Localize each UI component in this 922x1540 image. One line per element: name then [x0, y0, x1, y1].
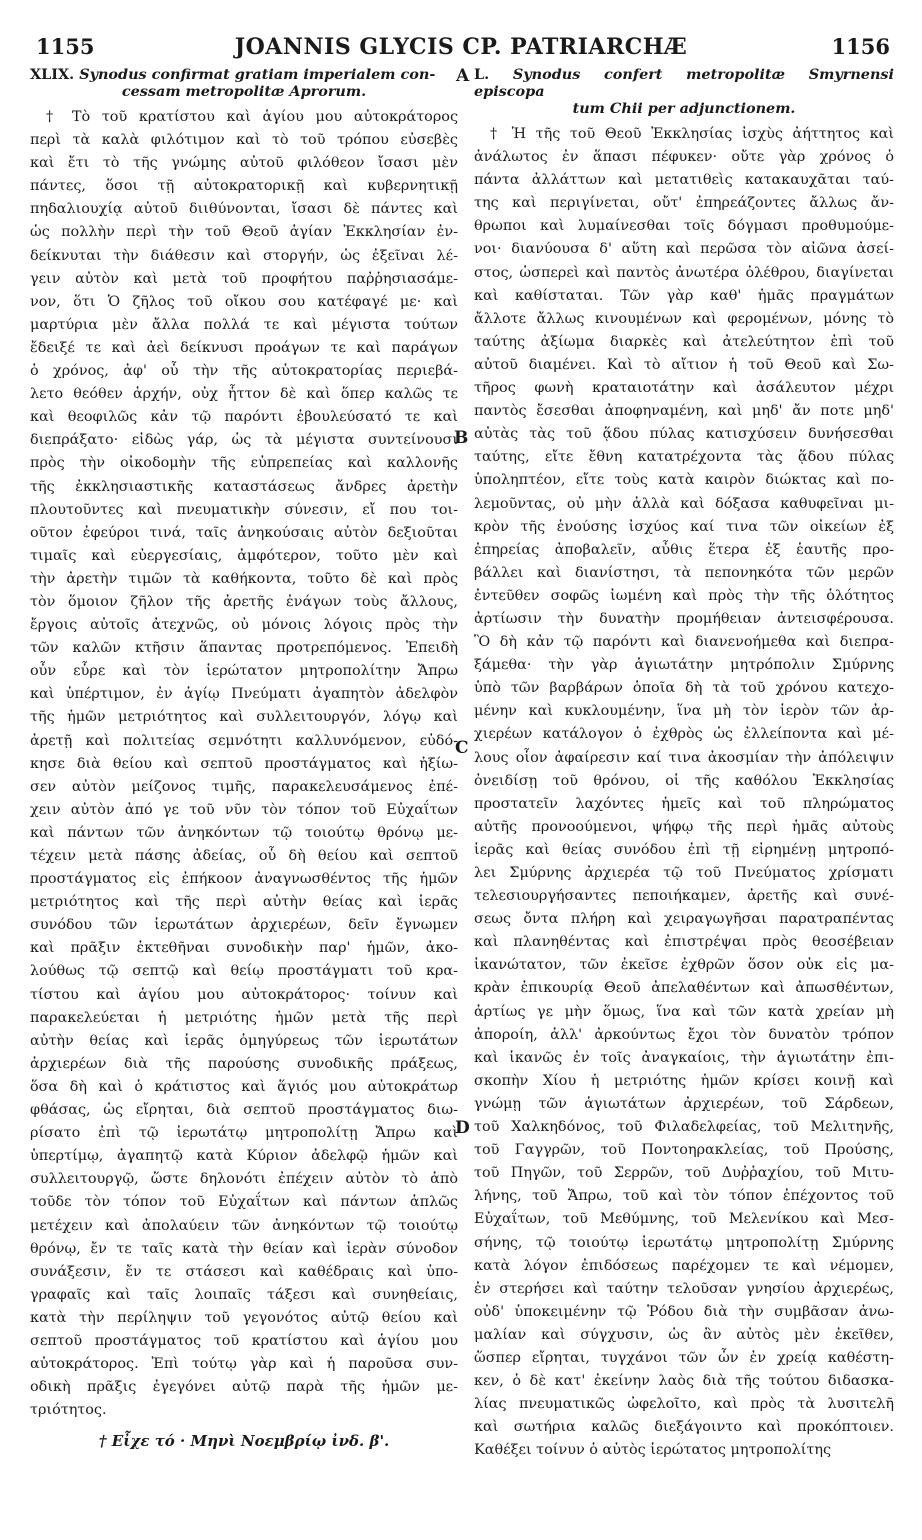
text-line: κρὸν τῆς ἑνούσης ἰσχύος καί τινα τῶν οἰκείων ἐξ: [474, 518, 894, 535]
text-line: κησε διὰ θείου καὶ σεπτοῦ προστάγματος καὶ ἠξίω-: [30, 755, 458, 772]
text-line: καὶ ἔτι τὸ τῆς γνώμης αὐτοῦ φιλόθεον ἴσασι μὲν: [30, 155, 458, 172]
text-line: πάντες, ὅσοι τῇ αὐτοκρατορικῇ καὶ κυβερνητικῇ: [30, 178, 458, 195]
text-line: κεν, ὁ δὲ κατ' ἐκείνην λαὸς διὰ τῆς τούτου διδασκα-: [474, 1373, 894, 1390]
text-line: γνώμῃ τῶν ἁγιωτάτων ἀρχιερέων, τοῦ Σάρδεων,: [474, 1095, 894, 1112]
text-line: θρόνῳ, ἔν τε ταῖς κατὰ τὴν θείαν καὶ ἱερὰν σύνοδον: [30, 1240, 458, 1257]
text-line: ἔργοις αὐτοῖς ἀτεχνῶς, οὐ μόνοις λόγοις πρὸς τὴν: [30, 617, 458, 634]
text-line: δείκνυται τὴν διάθεσιν καὶ στοργήν, ὡς ἐξεῖναι λέ-: [30, 247, 458, 264]
text-line: πλουτοῦντες καὶ πνευματικὴν σύνεσιν, εἴ που τοι-: [30, 501, 458, 518]
text-line: καὶ θεοφιλῶς κἀν τῷ παρόντι ἐβουλεύσατό τε καὶ: [30, 409, 458, 426]
text-line: θρωποι καὶ λυμαίνεσθαι τοῖς δόγμασι προθυμούμε-: [474, 218, 894, 235]
section-title-line-1: Synodus confirmat gratiam imperialem con-: [79, 66, 436, 83]
text-line: σεως ὄντα πλήρη καὶ χειραγωγῆσαι παρατραπέντας: [474, 911, 894, 928]
text-line: γειν αὐτὸν καὶ μετὰ τοῦ προφήτου παῤῥησιασάμε-: [30, 270, 458, 287]
section-title-line-1: Synodus confert metropolitæ Smyrnensi episcopa: [474, 66, 894, 100]
text-line: αὐτὴν θείας καὶ ἱερᾶς ὁμηγύρεως τῶν ἱερωτάτων: [30, 1032, 458, 1049]
text-line: ἀρτίωσιν τὴν δυνατὴν προμήθειαν ἀντεισφέρουσα.: [474, 610, 894, 627]
text-line: τῶν καλῶν κτῆσιν ἅπαντας προτρεπόμενος. Ἐπειδὴ: [30, 640, 458, 657]
text-line: ταύτης ἀξίωμα διαρκὲς καὶ ἀτελεύτητον ἐπὶ τοῦ: [474, 333, 894, 350]
margin-marker-c: C: [455, 738, 469, 758]
text-line: ἀνάλωτος ἐν ἅπασι πέφυκεν· οὔτε γὰρ χρόνος ὁ: [474, 149, 894, 166]
margin-marker-b: B: [454, 428, 469, 448]
text-line: χιερέων κατάλογον ὁ ἐχθρὸς ὡς ἐλλείποντα καὶ μέ-: [474, 726, 894, 743]
text-line: καὶ πρᾶξιν ἐκτεθῆναι συνοδικὴν παρ' ἡμῶν, ἀκο-: [30, 940, 458, 957]
text-line: καὶ καθίσταται. Τῶν γὰρ καθ' ἡμᾶς πραγμάτων: [474, 287, 894, 304]
text-line: μετέχειν καὶ ἀπολαύειν τῶν ἀνηκόντων τῷ τοιούτῳ: [30, 1217, 458, 1234]
text-line: κρὰν ἐπικουρίᾳ Θεοῦ ἀπελαθέντων καὶ ἀπωσθέντων,: [474, 980, 894, 997]
left-column: [30, 66, 458, 1506]
text-line: μαρτύρια μὲν ἄλλα πολλά τε καὶ μέγιστα τούτων: [30, 316, 458, 333]
text-line: ὅσα δὴ καὶ ὁ κράτιστος καὶ ἅγιός μου αὐτοκράτωρ: [30, 1078, 458, 1095]
text-line: ὀνειδίσῃ τοῦ θρόνου, οἱ τῆς καθόλου Ἐκκλησίας: [474, 772, 894, 789]
text-line: προστατεῖν λαχόντες ἡμεῖς καὶ τοῦ πληρώματος: [474, 795, 894, 812]
right-column: [474, 66, 894, 1506]
text-line: τὸν ὅμοιον ζῆλον τῆς ἀρετῆς ἐνάγων τοὺς ἄλλους,: [30, 593, 458, 610]
page-number-left: 1155: [36, 34, 95, 59]
text-line: ἔδειξέ τε καὶ ἀεὶ δείκνυσι προάγων τε καὶ παράγων: [30, 339, 458, 356]
text-line: πρὸς τὴν οἰκοδομὴν τῆς εὐπρεπείας καὶ καλλονῆς: [30, 455, 458, 472]
text-line: συλλειτουργῷ, ὥστε δηλονότι ἐπέχειν αὐτὸν τὸ ἀπὸ: [30, 1171, 458, 1188]
text-line: ὑποληπτέον, εἴτε τοὺς κατὰ καιρὸν διώκτας καὶ πο-: [474, 472, 894, 489]
text-line: ἱκανώτατον, τῶν ἐκεῖσε ἐχθρῶν ὅσον οὐκ εἰς μα-: [474, 957, 894, 974]
right-body-text: [474, 123, 894, 1462]
text-line: αὐτοκράτορος. Ἐπὶ τούτῳ γὰρ καὶ ἡ παροῦσα συν-: [30, 1356, 458, 1373]
text-line: κατὰ λόγον ἐπιδόσεως παρέχομεν τε καὶ νέμομεν,: [474, 1257, 894, 1274]
text-line: ἐν στερήσει καὶ ταύτην τελοῦσαν γνησίου ἀρχιερέως,: [474, 1280, 894, 1297]
running-title: JOANNIS GLYCIS CP. PATRIARCHÆ: [234, 34, 688, 60]
text-line: ρίσατο ἐπὶ τῷ ἱερωτάτῳ μητροπολίτῃ Ἄπρω καὶ: [30, 1125, 458, 1142]
signature-line: † Εἶχε τό · Μηνὶ Νοεμβρίῳ ἰνδ. β'.: [98, 1432, 390, 1451]
text-line: τοῦ Χαλκηδόνος, τοῦ Φιλαδελφείας, τοῦ Μελιτηνῆς,: [474, 1119, 894, 1136]
section-number: XLIX.: [30, 66, 75, 83]
text-line: παρακελεύεται ἡ μετριότης ἡμῶν μετὰ τῆς περὶ: [30, 1009, 458, 1026]
text-line: οῦτον ἐφεύροι τινά, ταῖς ἀνηκούσαις αὐτὸν δεξιοῦται: [30, 524, 458, 541]
text-line: ὁ χρόνος, ἀφ' οὗ τὴν τῆς αὐτοκρατορίας περιεβά-: [30, 363, 458, 380]
text-line: ὥσπερ εἴρηται, τυγχάνοι τῶν ὧν ἐν χρείᾳ καθέστη-: [474, 1349, 894, 1366]
text-line: ὑπερτίμῳ, ἀγαπητῷ κατὰ Κύριον ἀδελφῷ ἡμῶν καὶ: [30, 1148, 458, 1165]
text-line: διεπράξατο· εἰδὼς γάρ, ὡς τὰ μέγιστα συντείνουσι: [30, 432, 458, 449]
text-line: συνόδου τῶν ἱερωτάτων ἀρχιερέων, δεῖν ἔγνωμεν: [30, 917, 458, 934]
text-line: † Ἡ τῆς τοῦ Θεοῦ Ἐκκλησίας ἰσχὺς ἀήττητος καὶ: [490, 126, 894, 142]
section-title-line-2: tum Chii per adjunctionem.: [572, 100, 796, 117]
text-line: μαλίαν καὶ σύγχυσιν, ὡς ἂν αὐτὸς μὲν ἐκεῖθεν,: [474, 1326, 894, 1343]
text-line: αὐτῆς προνοούμενοι, ψήφῳ τῆς περὶ ἡμᾶς αὐτοὺς: [474, 818, 894, 835]
text-line: ἀρετῇ καὶ πολιτείας σεμνότητι καλλυνόμενον, εὐδό-: [30, 732, 458, 749]
text-line: τῆς ἐκκλησιαστικῆς καταστάσεως ἄνδρες ἀρετὴν: [30, 478, 458, 495]
text-line: ὑπὸ τῶν βαρβάρων ὁποῖα δὴ τὰ τοῦ χρόνου κατεχο-: [474, 680, 894, 697]
text-line: γραφαῖς καὶ ταῖς λοιπαῖς τάξεσι καὶ συνηθείαις,: [30, 1286, 458, 1303]
text-line: πάντα ἀλλάττων καὶ μετατιθεὶς κατακαυχᾶται ταύ-: [474, 172, 894, 189]
text-line: καὶ σωτήρια καλῶς διεξάγοιντο καὶ προκόπτοιεν.: [474, 1419, 894, 1436]
section-title-xlix: [30, 66, 458, 100]
text-line: ταύτης, εἴτε ἔθνη κατατρέχοντα τὰς ᾅδου πύλας: [474, 449, 894, 466]
text-line: ἐντεῦθεν σοφῶς ἰωμένη καὶ πρὸς τὴν τῆς ὁλότητος: [474, 587, 894, 604]
section-number: L.: [474, 66, 490, 83]
text-line: ἐπηρείας ἀποβαλεῖν, αὖθις ἕτερα ἐξ ἑαυτῆς προ-: [474, 541, 894, 558]
section-title-l: [474, 66, 894, 117]
text-line: τοῦδε τὸν τόπον τοῦ Εὐχαΐτων καὶ πάντων ἁπλῶς: [30, 1194, 458, 1211]
text-line: φθάσας, ὡς εἴρηται, διὰ σεπτοῦ προστάγματος διω-: [30, 1102, 458, 1119]
text-line: συνάξεσιν, ἔν τε στάσεσι καὶ καθέδραις καὶ ὑπο-: [30, 1263, 458, 1280]
text-line: Εὐχαΐτων, τοῦ Μεθύμνης, τοῦ Μελενίκου καὶ Μεσ-: [474, 1211, 894, 1228]
text-line: βάλλει καὶ διανίστησι, τὰ πεπονηκότα τῶν μερῶν: [474, 564, 894, 581]
text-line: σεπτοῦ προστάγματος τοῦ κρατίστου καὶ ἁγίου μου: [30, 1332, 458, 1349]
text-line: χειν αὐτὸν ἀπό γε τοῦ νῦν τὸν τόπον τοῦ Εὐχαΐτων: [30, 801, 458, 818]
text-line: Καθέξει τοίνυν ὁ αὐτὸς ἱερώτατος μητροπολίτης: [474, 1442, 832, 1459]
text-line: σήνης, τῷ τοιούτῳ ἱερωτάτῳ μητροπολίτῃ Σμύρνης: [474, 1234, 894, 1251]
text-line: πηδαλιουχίᾳ αὐτοῦ διιθύνονται, ἴσασι δὲ πάντες καὶ: [30, 201, 458, 218]
text-line: τοῦ Γαγγρῶν, τοῦ Ποντοηρακλείας, τοῦ Προύσης,: [474, 1142, 894, 1159]
text-line: οὖν εὗρε καὶ τὸν ἱερώτατον μητροπολίτην Ἄπρω: [30, 663, 458, 680]
text-line: τέχειν μετὰ πάσης ἀδείας, οὗ δὴ θείου καὶ σεπτοῦ: [30, 848, 458, 864]
text-line: παντὸς ἔσεσθαι ἀποφηναμένη, καὶ μηδ' ἄν ποτε μηδ': [474, 403, 894, 420]
text-line: λήνης, τοῦ Ἄπρω, τοῦ καὶ τὸν τόπον ἐπέχοντος τοῦ: [474, 1188, 894, 1205]
section-title-line-2: cessam metropolitæ Aprorum.: [121, 83, 367, 100]
text-line: μένην καὶ κυκλουμένην, ἵνα μὴ τὸν ἱερὸν τῶν ἀρ-: [474, 703, 894, 720]
text-line: λους οἷον ἀφαίρεσιν καί τινα ἀκοσμίαν τὴν ἀπόλειψιν: [474, 749, 894, 766]
text-line: τριότητος.: [30, 1402, 107, 1419]
text-line: τίστου καὶ ἁγίου μου αὐτοκράτορος· τοίνυν καὶ: [30, 986, 458, 1003]
text-line: τῆς ἡμῶν μετριότητος καὶ συλλειτουργόν, λόγῳ καὶ: [30, 709, 458, 726]
text-line: ὡς πολλὴν περὶ τὴν τοῦ Θεοῦ ἁγίαν Ἐκκλησίαν ἐν-: [30, 224, 458, 241]
text-line: καὶ πλανηθέντας καὶ ἐπιστρέψαι πρὸς θεοσέβειαν: [474, 934, 894, 951]
text-line: τιμαῖς καὶ εὐεργεσίαις, ἀμφότερον, τοῦτο μὲν καὶ: [30, 547, 458, 564]
text-line: ἄλλοτε ἄλλως κινουμένων καὶ φερομένων, μόνης τὸ: [474, 310, 894, 327]
left-body-text: [30, 106, 458, 1422]
text-line: στος, ὡσπερεὶ καὶ παντὸς ἀνωτέρα ὀλέθρου, διαγίνεται: [474, 264, 894, 281]
text-line: κατὰ τὴν περίληψιν τοῦ γεγονότος αὐτῷ θείου καὶ: [30, 1309, 458, 1326]
text-line: λούθως τῷ σεπτῷ καὶ θείῳ προστάγματι τοῦ κρα-: [30, 963, 458, 980]
text-line: ἀρχιερέων διὰ τῆς παρούσης συνοδικῆς πράξεως,: [30, 1055, 458, 1072]
text-line: μετριότητος καὶ τῆς περὶ αὐτὴν θείας καὶ ἱερᾶς: [30, 894, 458, 911]
margin-marker-a: A: [456, 66, 470, 86]
text-line: περὶ τὰ καλὰ φιλότιμον καὶ τὸ τοῦ τρόπου εὐσεβὲς: [30, 132, 458, 149]
text-line: καὶ ἱκανῶς ἐν τοῖς ἀναγκαίοις, τὴν ἁγιωτάτην ἐπι-: [474, 1049, 894, 1066]
text-line: αὐτοῦ διαμένει. Καὶ τὸ αἴτιον ἡ τοῦ Θεοῦ καὶ Σω-: [474, 356, 894, 373]
text-line: τὴν ἀρετὴν τιμῶν τὰ καθήκοντα, τοῦτο δὲ καὶ πρὸς: [30, 570, 458, 587]
text-line: σκοπὴν Χίου ἡ μετριότης ἡμῶν κρίσει κοινῇ καὶ: [474, 1072, 894, 1089]
text-line: τῆρος φωνὴ κραταιοτάτην καὶ ἀσάλευτον μέχρι: [474, 380, 894, 397]
text-line: λει Σμύρνης ἀρχιερέα τῷ τοῦ Πνεύματος χρίσματι: [474, 865, 894, 881]
text-line: ἀπορoίη, ἀλλ' ἀρκούντως ἔχοι τὸν δυνατὸν τρόπον: [474, 1026, 894, 1043]
text-line: λίας πνευματικῶς ὠφελοῖτο, καὶ πρὸς τὰ λυσιτελῆ: [474, 1396, 894, 1413]
text-line: Ὃ δὴ κἀν τῷ παρόντι καὶ διανενοήμεθα καὶ διεπρα-: [474, 634, 894, 651]
text-line: τοῦ Πηγῶν, τοῦ Σερρῶν, τοῦ Δυῤῥαχίου, τοῦ Μιτυ-: [474, 1165, 894, 1182]
text-line: της καὶ περιγίνεται, οὔτ' ἐπηρεάζοντες ἄλλως ἄν-: [474, 195, 894, 212]
margin-marker-d: D: [455, 1118, 470, 1138]
page-header: [0, 34, 922, 64]
text-line: νον, ὅτι Ὁ ζῆλος τοῦ οἴκου σου κατέφαγέ με· καὶ: [30, 293, 458, 310]
text-line: νοι· διανύουσα δ' αὕτη καὶ περῶσα τὸν αἰῶνα ἀσεί-: [474, 241, 894, 258]
text-line: αὐτὰς τὰς τοῦ ᾅδου πύλας κατισχύσειν δυνήσεσθαι: [474, 426, 894, 443]
text-line: ἀρτίως γε μὴν ὅμως, ἵνα καὶ τῶν κατὰ χρείαν μὴ: [474, 1003, 894, 1020]
text-line: τελεσιουργήσαντες πεποιήκαμεν, ἀρετῆς καὶ συνέ-: [474, 888, 894, 905]
text-line: † Τὸ τοῦ κρατίστου καὶ ἁγίου μου αὐτοκράτορος: [46, 109, 458, 125]
text-line: ἱερᾶς καὶ θείας συνόδου ἐπὶ τῇ εἰρημένῃ μητροπό-: [474, 841, 894, 858]
page-number-right: 1156: [831, 34, 890, 59]
text-line: προστάγματος εἰς ἐπήκοον ἀναγνωσθέντος τῆς ἡμῶν: [30, 871, 458, 888]
text-line: λεμοῦντας, οὐ μὴν ἀλλὰ καὶ δόξασα καθυφεῖναι μι-: [474, 495, 894, 512]
text-line: ξάμεθα· τὴν γὰρ ἁγιωτάτην μητρόπολιν Σμύρνης: [474, 657, 894, 674]
text-line: σεν αὐτὸν μείζονος τιμῆς, παρακελευσάμενος ἐπέ-: [30, 778, 458, 795]
text-line: καὶ ὑπέρτιμον, ἐν ἁγίῳ Πνεύματι ἀγαπητὸν ἀδελφὸν: [30, 686, 458, 703]
text-line: οὐδ' ὑποκειμένην τῷ Ῥόδου διὰ τὴν συμβᾶσαν ἀνω-: [474, 1303, 894, 1320]
text-line: λετο θεόθεν ἀρχήν, οὐχ ἧττον δὲ καὶ ὅπερ καλῶς τε: [30, 386, 458, 403]
text-line: οδικὴ πρᾶξις ἐγεγόνει αὐτῷ παρὰ τῆς ἡμῶν με-: [30, 1379, 458, 1396]
text-line: καὶ πάντων τῶν ἀνηκόντων τῷ τοιούτῳ θρόνῳ με-: [30, 824, 458, 841]
